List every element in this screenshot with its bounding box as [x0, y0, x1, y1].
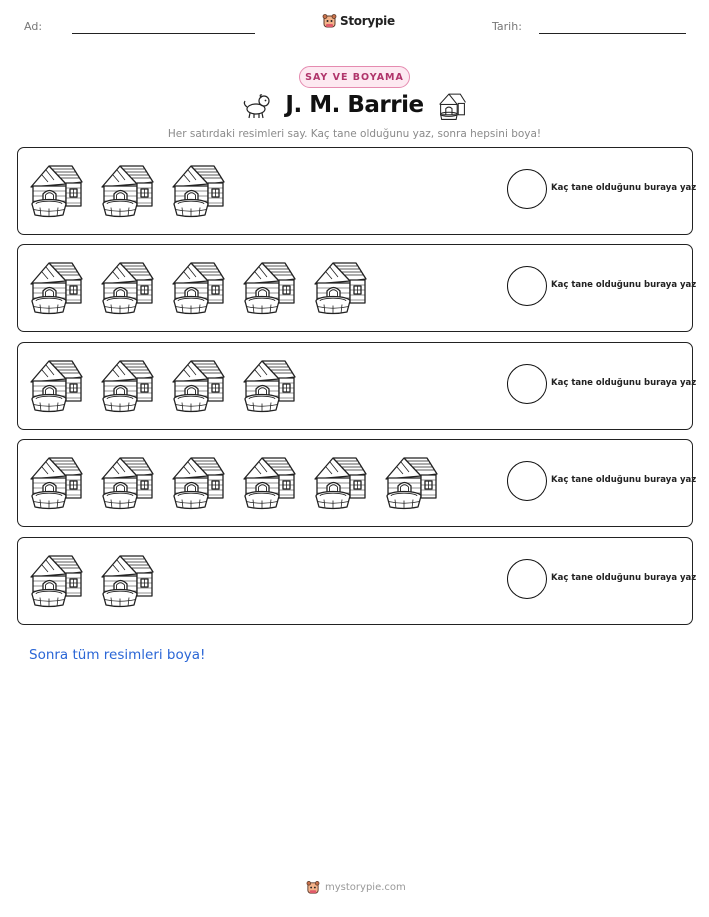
house-with-well-icon[interactable]	[28, 257, 84, 315]
answer-label: Kaç tane olduğunu buraya yaz	[551, 280, 697, 290]
answer-circle[interactable]	[507, 559, 547, 599]
date-label: Tarih:	[492, 20, 522, 33]
brand-name: Storypie	[340, 14, 395, 28]
counting-row	[17, 537, 697, 625]
house-with-well-icon[interactable]	[241, 355, 297, 413]
picture-group	[28, 452, 454, 510]
counting-row	[17, 342, 697, 430]
house-with-well-icon	[437, 91, 467, 121]
house-with-well-icon[interactable]	[28, 452, 84, 510]
answer-label: Kaç tane olduğunu buraya yaz	[551, 573, 697, 583]
house-with-well-icon[interactable]	[28, 550, 84, 608]
house-with-well-icon[interactable]	[99, 160, 155, 218]
house-with-well-icon[interactable]	[99, 355, 155, 413]
house-with-well-icon[interactable]	[99, 257, 155, 315]
answer-circle[interactable]	[507, 461, 547, 501]
house-with-well-icon[interactable]	[99, 452, 155, 510]
house-with-well-icon[interactable]	[28, 160, 84, 218]
answer-circle[interactable]	[507, 169, 547, 209]
house-with-well-icon[interactable]	[170, 160, 226, 218]
footer-url[interactable]: mystorypie.com	[325, 882, 406, 893]
house-with-well-icon[interactable]	[28, 355, 84, 413]
answer-circle[interactable]	[507, 266, 547, 306]
picture-group	[28, 160, 241, 218]
page-title: J. M. Barrie	[285, 92, 424, 118]
picture-group	[28, 355, 312, 413]
house-with-well-icon[interactable]	[383, 452, 439, 510]
house-with-well-icon[interactable]	[241, 257, 297, 315]
instructions: Her satırdaki resimleri say. Kaç tane olduğunu yaz, sonra hepsini boya!	[167, 128, 542, 140]
counting-row	[17, 439, 697, 527]
answer-label: Kaç tane olduğunu buraya yaz	[551, 475, 697, 485]
house-with-well-icon[interactable]	[99, 550, 155, 608]
storypie-mascot-icon	[322, 13, 337, 29]
storypie-logo	[322, 13, 395, 29]
house-with-well-icon[interactable]	[170, 452, 226, 510]
footer-brand	[306, 880, 406, 895]
picture-group	[28, 550, 170, 608]
name-label: Ad:	[24, 20, 43, 33]
footer-instruction: Sonra tüm resimleri boya!	[29, 647, 206, 663]
activity-badge: SAY VE BOYAMA	[299, 66, 410, 88]
answer-circle[interactable]	[507, 364, 547, 404]
house-with-well-icon[interactable]	[312, 257, 368, 315]
answer-label: Kaç tane olduğunu buraya yaz	[551, 183, 697, 193]
picture-group	[28, 257, 383, 315]
house-with-well-icon[interactable]	[312, 452, 368, 510]
answer-label: Kaç tane olduğunu buraya yaz	[551, 378, 697, 388]
counting-row	[17, 147, 697, 235]
name-line[interactable]	[72, 33, 255, 34]
house-with-well-icon[interactable]	[170, 355, 226, 413]
storypie-mascot-icon	[306, 880, 320, 895]
house-with-well-icon[interactable]	[241, 452, 297, 510]
date-line[interactable]	[539, 33, 686, 34]
counting-row	[17, 244, 697, 332]
house-with-well-icon[interactable]	[170, 257, 226, 315]
